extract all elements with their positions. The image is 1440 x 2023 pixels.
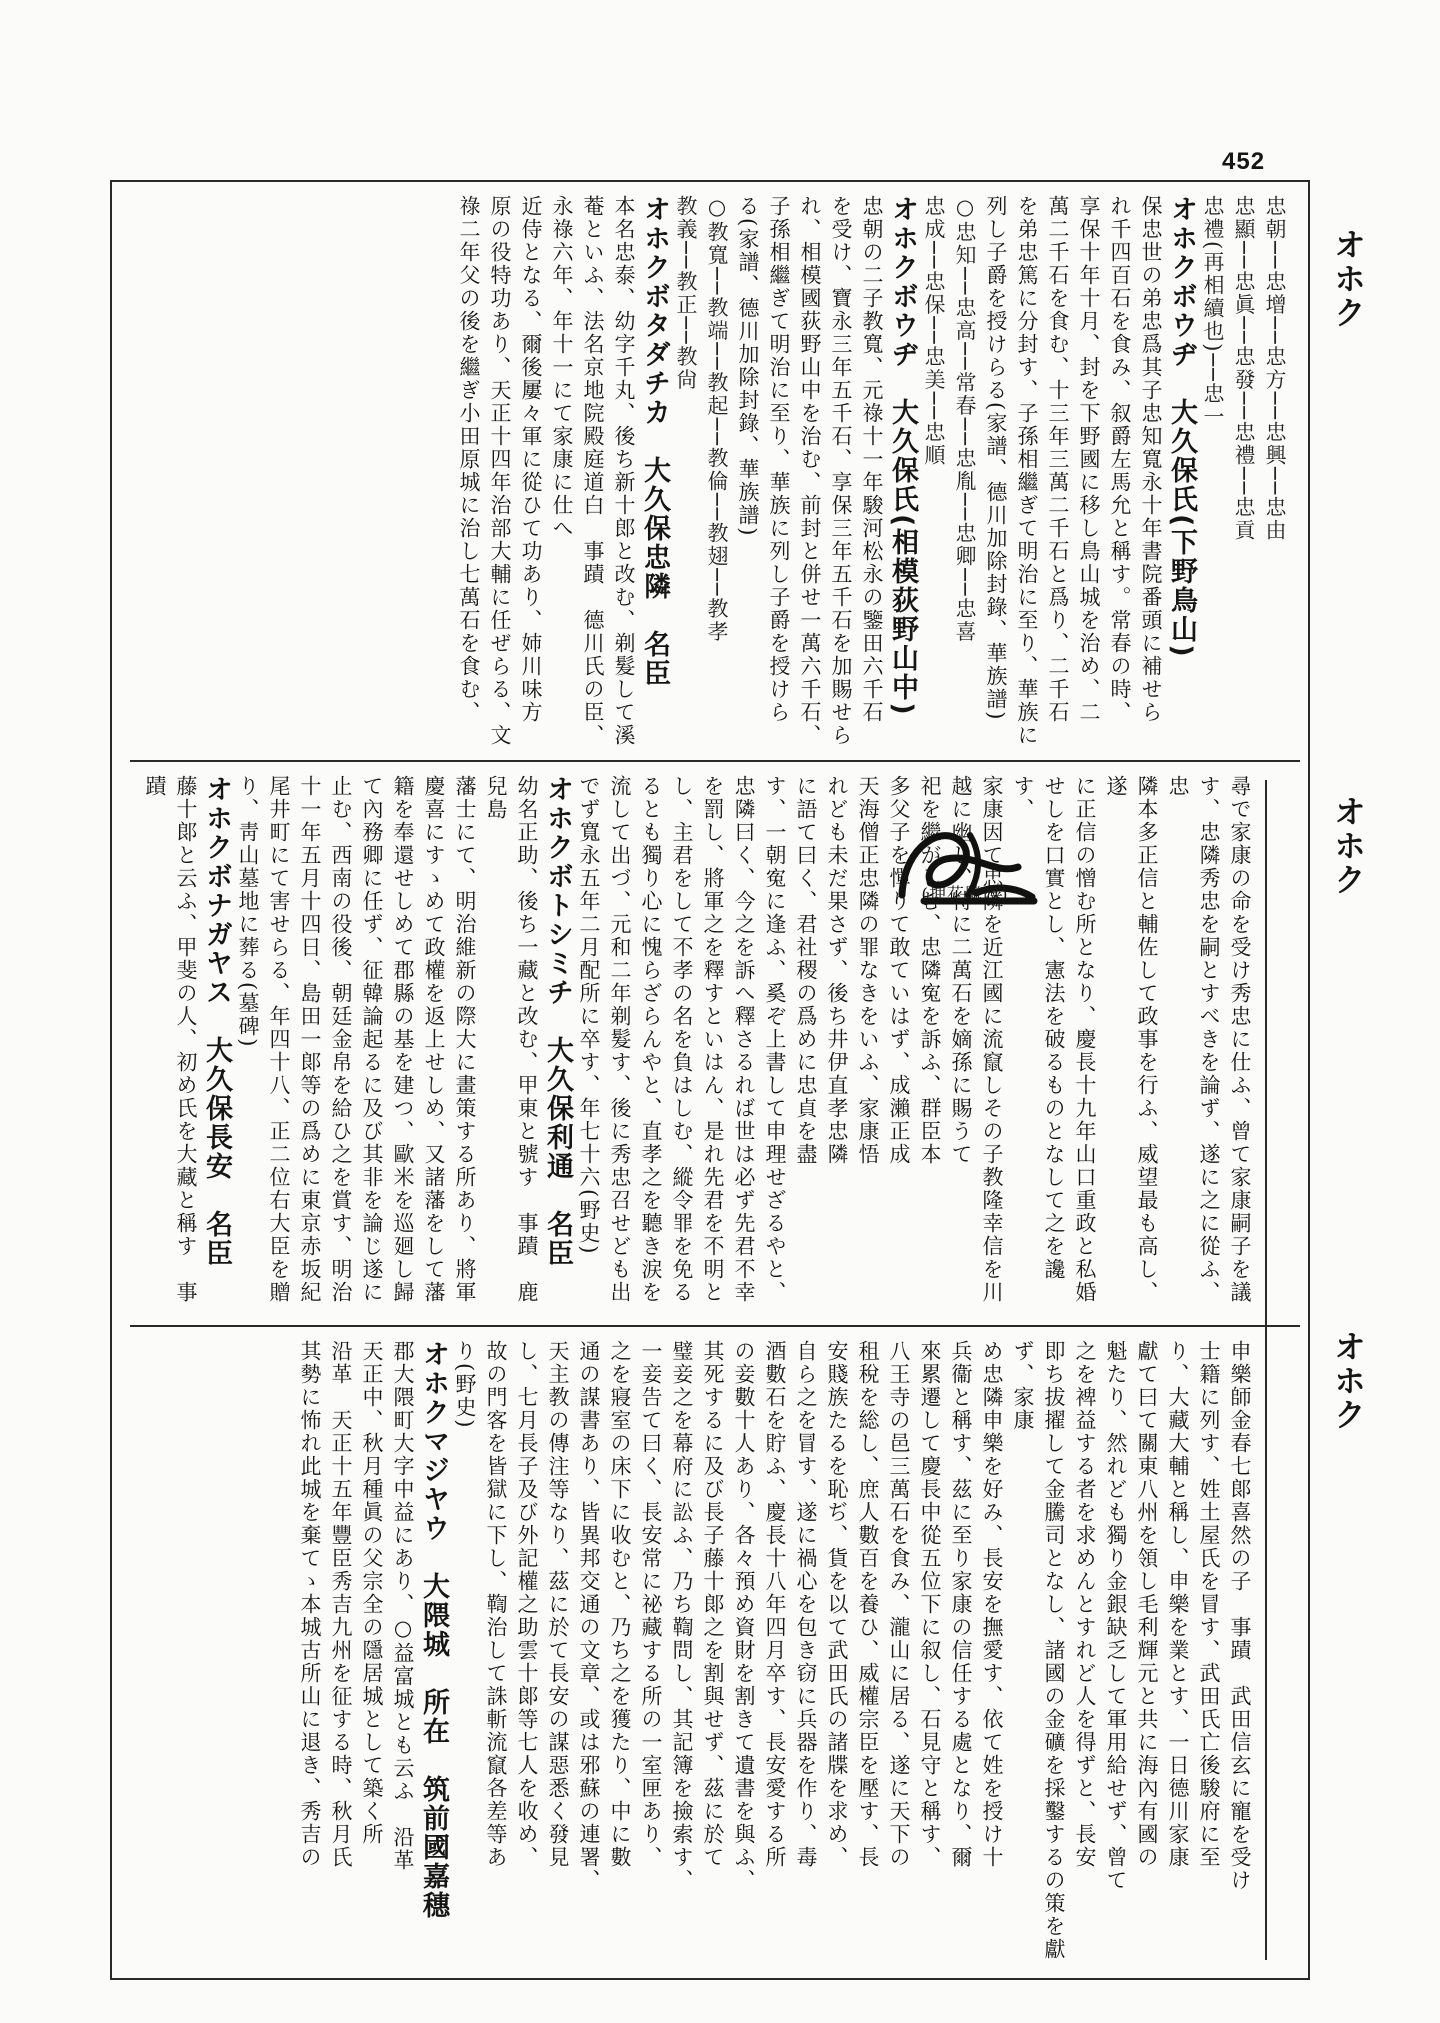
text-line: す、一朝寃に逢ふ、奚ぞ上書して申理せざるやと、 (763, 775, 787, 1304)
guide-word-top: オホク (1329, 228, 1367, 330)
text-line: 多父子を憚りて敢ていはず、成瀨正成 (887, 775, 911, 1166)
text-line: 魁たり、然れども獨り金銀缺乏して軍用給せず、曾て (1104, 1340, 1128, 1892)
lineage-line: 忠成──忠保──忠美──忠順 (922, 195, 946, 467)
text-line: の妾數十人あり、各々預め資財を割きて遺書を與ふ、 (732, 1340, 756, 1892)
lineage-line: ○忠知──忠高──常春──忠胤──忠卿──忠喜 (953, 195, 977, 644)
text-line: せしを口實とし、憲法を破るものとなして之を讒す、 (1011, 775, 1066, 1281)
text-line: 故の門客を皆獄に下し、鞫治して誅斬流竄各差等あ (484, 1340, 508, 1869)
text-line: を受け、寶永三年五千石、享保三年五千石を加賜せら (829, 195, 853, 747)
text-line: 菴といふ、法名京地院殿庭道白 事蹟 德川氏の臣、永祿六年、年十一にて家康に仕へ (550, 195, 605, 747)
entry-heading: オホクマジヤウ 大隈城 所在 筑前國嘉穗 (418, 1340, 449, 1920)
text-line: 祀を繼がしむ、忠隣寃を訴ふ、群臣本 (918, 775, 942, 1166)
text-line: 止む、西南の役後、朝廷金帛を給ひ之を賞す、明治 (329, 775, 353, 1304)
text-line: 十一年五月十四日、島田一郞等の爲めに東京赤坂紀 (298, 775, 322, 1304)
lineage-line: 忠朝──忠增──忠方──忠興──忠由 (1263, 195, 1287, 543)
text-line: 璧妾之を幕府に訟ふ、乃ち鞫問し、其記簿を撿索す、 (670, 1340, 694, 1892)
text-line: 家康因て忠隣を近江國に流竄しその子教隆幸信を川 (980, 775, 1004, 1304)
text-line: を弟忠篤に分封す、子孫相繼ぎて明治に至り、華族に (1015, 195, 1039, 747)
text-line: り、大藏大輔と稱し、申樂を業とす、一日德川家康 (1166, 1340, 1190, 1869)
text-line: 忠朝の二子教寬、元祿十一年駿河松永の鑒田六千石 (860, 195, 884, 724)
guide-word-bottom: オホク (1329, 1330, 1367, 1432)
text-line: 藤十郞と云ふ、甲斐の人、初め氏を大藏と稱す 事蹟 (143, 775, 198, 1304)
text-line: 隣本多正信と輔佐して政事を行ふ、威望最も高し、遂 (1104, 775, 1159, 1304)
kao-signature-seal (884, 815, 1044, 933)
lineage-line: ○教寬──教端──教起──教倫──教翅──教孝 (705, 195, 729, 644)
entry-heading: オホクボウヂ 大久保氏(下野鳥山) (1166, 195, 1197, 659)
text-line: 郡大隈町大字中益にあり、○益富城とも云ふ 沿革 (391, 1340, 415, 1872)
text-line: 即ち拔擢して金騰司となし、諸國の金礦を採鑿するの策を獻ず、家康 (1011, 1340, 1066, 1961)
text-line: 其勢に怖れ此城を棄てゝ本城古所山に退き、秀吉の (298, 1340, 322, 1869)
text-line: り(野史) (453, 1340, 477, 1430)
text-line: 之を裨益する者を求めんとすれど人を得ずと、長安 (1073, 1340, 1097, 1869)
text-line: 一妾告て曰く、長安常に祕藏する所の一室匣あり、 (639, 1340, 663, 1869)
text-line: 列し子爵を授けらる(家譜、德川加除封錄、華族譜) (984, 195, 1008, 722)
text-line: 尾井町にて害せらる、年四十八、正二位右大臣を贈 (267, 775, 291, 1304)
text-line: に正信の憎む所となり、慶長十九年山口重政と私婚 (1073, 775, 1097, 1304)
text-line: 天正中、秋月種眞の父宗全の隱居城として築く所 (360, 1340, 384, 1846)
text-line: 慶喜にすゝめて政權を返上せしめ、又諸藩をして藩 (422, 775, 446, 1304)
right-column-rule (1265, 780, 1267, 1960)
text-line: 忠隣曰く、今之を訴へ釋さるれば世は必ず先君不幸 (732, 775, 756, 1304)
text-line: 籍を奉還せしめて郡縣の基を建つ、歐米を巡廻し歸 (391, 775, 415, 1304)
text-line: め忠隣申樂を好み、長安を撫愛す、依て姓を授け十 (980, 1340, 1004, 1869)
text-line: 來累遷して慶長中從五位下に叙し、石見守と稱す、 (918, 1340, 942, 1869)
guide-word-middle: オホク (1329, 795, 1367, 897)
text-line: し、主君をして不孝の名を負はしむ、縱令罪を免る (670, 775, 694, 1304)
text-line: 安賤族たるを恥ぢ、貨を以て武田氏の諸牒を求め、 (825, 1340, 849, 1869)
text-line: 祿二年父の後を繼ぎ小田原城に治し七萬石を食む、 (457, 195, 481, 724)
text-line: 通の謀書あり、皆異邦交通の文章、或は邪蘇の連署、 (577, 1340, 601, 1892)
text-line: 藩士にて、明治維新の際大に畫策する所あり、將軍 (453, 775, 477, 1304)
text-line: 子孫相繼ぎて明治に至り、華族に列し子爵を授けら (767, 195, 791, 724)
text-line: 越に幽し、特に二萬石を嫡孫に賜うて (949, 775, 973, 1166)
text-line: 獻て曰て關東八州を領し毛利輝元と共に海內有國の (1135, 1340, 1159, 1869)
text-line: し、七月長子及び外記權之助雲十郞等七人を收め、 (515, 1340, 539, 1869)
text-line: 其死するに及び長子藤十郞之を割與せず、茲に於て (701, 1340, 725, 1869)
text-line: れども未だ果さず、後ち井伊直孝忠隣 (825, 775, 849, 1166)
text-line: 申樂師金春七郞喜然の子 事蹟 武田信玄に寵を受け (1228, 1340, 1252, 1892)
text-line: れ千四百石を食み、叙爵左馬允と稱す。常春の時、 (1108, 195, 1132, 724)
section-divider-bottom (130, 1325, 1300, 1327)
text-line: す、忠隣秀忠を嗣とすべきを論ず、遂に之に從ふ、忠 (1166, 775, 1221, 1304)
text-line: 保忠世の弟忠爲其子忠知寬永十年書院番頭に補せら (1139, 195, 1163, 724)
lineage-line: 教義──教正──教尙 (674, 195, 698, 392)
section-middle-text (140, 775, 1255, 1315)
text-line: 八王寺の邑三萬石を食み、瀧山に居る、遂に天下の (887, 1340, 911, 1869)
text-line: て內務卿に任ず、征韓論起るに及び其非を論じ遂に (360, 775, 384, 1304)
section-top-text (140, 195, 1290, 750)
lineage-line: 忠禮(再相續也)──忠一 (1201, 195, 1225, 429)
text-line: でず寬永五年二月配所に卒す、年七十六(野史) (577, 775, 601, 1256)
text-line: 自ら之を冒す、遂に禍心を包き窃に兵器を作り、毒 (794, 1340, 818, 1869)
text-line: 之を寢室の床下に收むと、乃ち之を獲たり、中に數 (608, 1340, 632, 1869)
text-line: 天主教の傳注等なり、茲に於て長安の謀惡悉く發見 (546, 1340, 570, 1869)
text-line: 天海僧正忠隣の罪なきをいふ、家康悟 (856, 775, 880, 1166)
section-bottom-text (140, 1340, 1255, 1970)
text-line: る(家譜、德川加除封錄、華族譜) (736, 195, 760, 538)
text-line: 兵衞と稱す、茲に至り家康の信任する處となり、爾 (949, 1340, 973, 1869)
entry-heading: オホクボタダチカ 大久保忠隣 名臣 (639, 195, 670, 688)
text-line: 享保十年十月、封を下野國に移し鳥山城を治め、二 (1077, 195, 1101, 724)
text-line: 租稅を総し、庶人數百を養ひ、威權宗臣を壓す、長 (856, 1340, 880, 1869)
seal-caption: (押花隣忠) (921, 885, 1009, 905)
entry-heading: オホクボナガヤス 大久保長安 名臣 (201, 775, 232, 1268)
entry-heading: オホクボトシミチ 大久保利通 名臣 (542, 775, 573, 1268)
text-line: 近侍となる、爾後屢々軍に從ひて功あり、姉川味方 (519, 195, 543, 724)
text-line: れ、相模國荻野山中を治む、前封と併せ一萬六千石、 (798, 195, 822, 747)
text-line: に語て曰く、君社稷の爲めに忠貞を盡 (794, 775, 818, 1166)
entry-heading: オホクボウヂ 大久保氏(相模荻野山中) (887, 195, 918, 717)
section-divider-top (130, 760, 1300, 762)
text-line: 士籍に列す、姓土屋氏を冒す、武田氏亡後駿府に至 (1197, 1340, 1221, 1869)
text-line: 尋で家康の命を受け秀忠に仕ふ、曾て家康嗣子を議 (1228, 775, 1252, 1304)
text-line: を罰し、將軍之を釋すといはん、是れ先君を不明と (701, 775, 725, 1304)
text-line: 幼名正助、後ち一藏と改む、甲東と號す 事蹟 鹿兒島 (484, 775, 539, 1304)
text-line: 沿革 天正十五年豐臣秀吉九州を征する時、秋月氏 (329, 1340, 353, 1869)
text-line: 本名忠泰、幼字千丸、後ち新十郎と改む、剃髮して溪 (612, 195, 636, 747)
lineage-line: 忠顯──忠眞──忠發──忠禮──忠貢 (1232, 195, 1256, 543)
text-line: 酒數石を貯ふ、慶長十八年四月卒す、長安愛する所 (763, 1340, 787, 1869)
page-number: 452 (1222, 148, 1266, 175)
text-line: 流して出づ、元和二年剃髮す、後に秀忠召せども出 (608, 775, 632, 1304)
text-line: 萬二千石を食む、十三年三萬二千石と爲り、二千石 (1046, 195, 1070, 724)
text-line: り、靑山墓地に葬る(墓碑) (236, 775, 260, 1049)
text-line: るとも獨り心に愧らざらんやと、直孝之を聽き涙を (639, 775, 663, 1304)
text-line: 原の役特功あり、天正十四年治部大輔に任ぜらる、文 (488, 195, 512, 747)
